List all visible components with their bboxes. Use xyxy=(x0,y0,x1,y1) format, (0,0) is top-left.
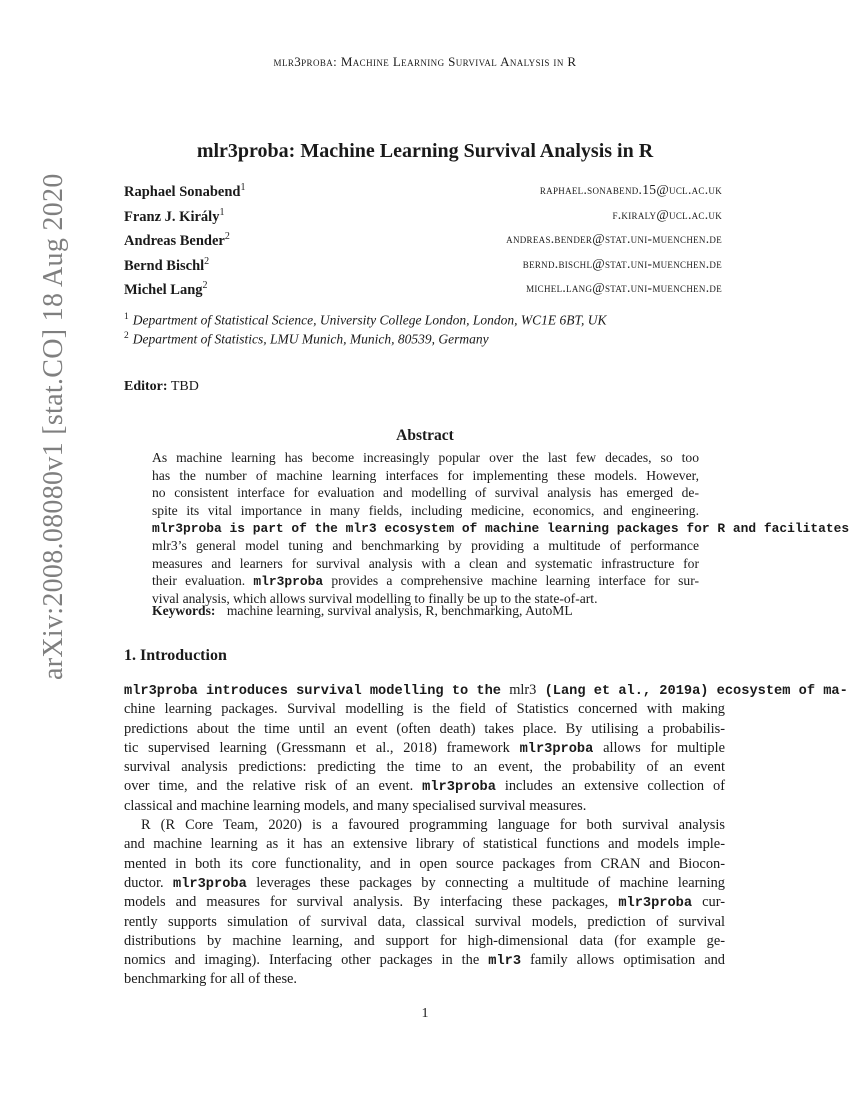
author-name: Franz J. Király$^1$ xyxy=(124,206,225,225)
text-line: survival analysis predictions: predicting the time to an event, the probability of an event xyxy=(124,759,725,776)
affiliation-text: Department of Statistical Science, University College London, London, WC1E 6BT, UK xyxy=(132,312,607,328)
text-line: over time, and the relative risk of an event. mlr3proba includes an extensive collection of xyxy=(124,778,725,796)
text-line: spite its vital importance in many fields, including medicine, economics, and engineering. xyxy=(152,502,699,518)
author-email[interactable]: raphael.sonabend.15@ucl.ac.uk xyxy=(539,182,722,197)
text-line: vival analysis, which allows survival modelling to finally be up to the state-of-art. xyxy=(152,590,598,606)
affiliation xyxy=(124,312,606,329)
text-line: predictions about the time until an event (often death) takes place. By utilising a probabilis- xyxy=(124,720,725,737)
author-email[interactable]: f.kiraly@ucl.ac.uk xyxy=(612,206,722,222)
affiliation-number: 2 xyxy=(124,331,129,341)
text-line: and machine learning as it has an extensive library of statistical functions and models imple- xyxy=(124,836,725,853)
affiliation-text: Department of Statistics, LMU Munich, Munich, 80539, Germany xyxy=(132,331,489,347)
author-name: Michel Lang$^2$ xyxy=(124,280,208,298)
abstract-body xyxy=(152,449,850,607)
text-line: their evaluation. mlr3proba provides a comprehensive machine learning interface for sur- xyxy=(152,573,699,590)
paper-title: mlr3proba: Machine Learning Survival Analysis in R xyxy=(196,140,654,162)
editor-line xyxy=(124,379,199,395)
text-line: measures and learners for survival analysis with a clean and systematic infrastructure for xyxy=(152,555,699,571)
abstract-heading: Abstract xyxy=(396,427,454,444)
running-head: mlr3proba: Machine Learning Survival Analysis in R xyxy=(273,54,577,69)
text-line: models and measures for survival analysis. By interfacing these packages, mlr3proba cur- xyxy=(124,894,725,912)
author-name: Raphael Sonabend$^1$ xyxy=(124,182,246,200)
author-email[interactable]: bernd.bischl@stat.uni-muenchen.de xyxy=(522,255,722,271)
page-number: 1 xyxy=(421,1006,429,1021)
author-email[interactable]: michel.lang@stat.uni-muenchen.de xyxy=(526,280,722,295)
text-line: chine learning packages. Survival modelling is the field of Statistics concerned with making xyxy=(124,701,725,718)
text-line: tic supervised learning (Gressmann et al., 2018) framework mlr3proba allows for multiple xyxy=(124,739,725,757)
section-number: 1. xyxy=(124,647,136,664)
author-row xyxy=(124,280,722,300)
text-line: classical and machine learning models, and many specialised survival measures. xyxy=(124,797,587,814)
arxiv-identifier-stamp[interactable]: arXiv:2008.08080v1 [stat.CO] 18 Aug 2020 xyxy=(38,173,69,680)
editor-label: Editor: xyxy=(124,379,168,394)
author-email[interactable]: andreas.bender@stat.uni-muenchen.de xyxy=(506,231,722,246)
affiliation xyxy=(124,331,489,348)
text-line: benchmarking for all of these. xyxy=(124,971,298,988)
author-row xyxy=(124,182,722,202)
text-line: mlr3’s general model tuning and benchmarking by providing a multitude of performance xyxy=(152,537,699,553)
author-row xyxy=(124,256,722,276)
editor-value: TBD xyxy=(170,379,199,394)
text-line: mented in both its core functionality, and in open source packages from CRAN and Biocon- xyxy=(124,855,725,872)
text-line: has the number of machine learning interfaces for implementing these models. However, xyxy=(152,467,699,483)
affiliation-number: 1 xyxy=(124,312,129,322)
section-heading-introduction xyxy=(124,647,227,665)
author-name: Andreas Bender$^2$ xyxy=(124,231,230,249)
keywords-label: Keywords: xyxy=(152,603,216,618)
introduction-body xyxy=(124,681,848,990)
text-line: no consistent interface for evaluation and modelling of survival analysis has emerged de- xyxy=(152,485,699,501)
author-affiliation-marker: 1 xyxy=(240,182,246,193)
text-line: As machine learning has become increasingly popular over the last few decades, so too xyxy=(152,450,699,465)
text-line: distributions by machine learning, and support for high-dimensional data (for example ge- xyxy=(124,932,725,949)
section-title: Introduction xyxy=(140,647,227,664)
keywords-value: machine learning, survival analysis, R, benchmarking, AutoML xyxy=(226,603,573,618)
author-row xyxy=(124,231,722,251)
text-line: nomics and imaging). Interfacing other packages in the mlr3 family allows optimisation and xyxy=(124,952,725,970)
author-affiliation-marker: 1 xyxy=(219,206,225,218)
keywords-line xyxy=(152,603,573,619)
author-affiliation-marker: 2 xyxy=(202,280,208,291)
text-line: mlr3proba introduces survival modelling to the mlr3 (Lang et al., 2019a) ecosystem of ma- xyxy=(124,682,848,699)
text-line: mlr3proba is part of the mlr3 ecosystem of machine learning packages for R and facilitates xyxy=(152,521,850,537)
text-line: rently supports simulation of survival data, classical survival models, prediction of survival xyxy=(124,913,725,930)
author-name: Bernd Bischl$^2$ xyxy=(124,255,210,274)
author-affiliation-marker: 2 xyxy=(224,231,230,242)
text-line: ductor. mlr3proba leverages these packages by connecting a multitude of machine learning xyxy=(124,874,725,892)
author-row xyxy=(124,207,722,227)
text-line: R (R Core Team, 2020) is a favoured programming language for both survival analysis xyxy=(141,817,725,834)
author-affiliation-marker: 2 xyxy=(204,255,210,267)
